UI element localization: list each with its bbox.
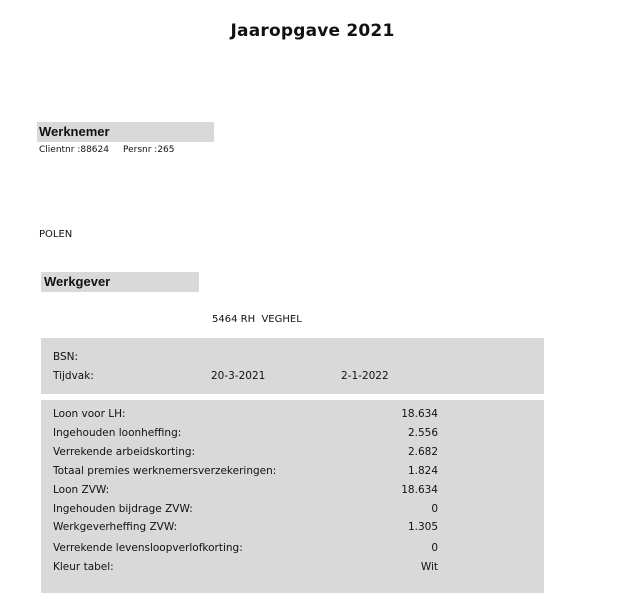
employee-country: POLEN [39, 229, 73, 240]
document-title: Jaaropgave 2021 [230, 21, 395, 41]
totals-row-value: Wit [420, 561, 438, 573]
totals-panel [41, 400, 544, 593]
employee-identifiers [39, 145, 175, 155]
totals-row [53, 446, 438, 462]
totals-row [53, 427, 438, 443]
period-end-date: 2-1-2022 [341, 370, 389, 382]
totals-row-value: 0 [431, 542, 438, 554]
totals-row-value: 18.634 [401, 484, 438, 496]
period-panel [41, 338, 544, 394]
totals-row-value: 2.682 [407, 446, 438, 458]
period-label: Tijdvak: [53, 370, 94, 382]
totals-row-label: Loon ZVW: [53, 484, 110, 496]
totals-row-label: Ingehouden bijdrage ZVW: [53, 503, 193, 515]
employer-section-header: Werkgever [41, 272, 199, 292]
totals-row [53, 503, 438, 519]
period-start-date: 20-3-2021 [211, 370, 266, 382]
bsn-label: BSN: [53, 351, 79, 363]
totals-row-value: 0 [431, 503, 438, 515]
totals-row-value: 1.305 [407, 521, 438, 533]
totals-row-value: 2.556 [407, 427, 438, 439]
totals-row [53, 408, 438, 424]
employer-address: 5464 RH VEGHEL [212, 314, 302, 325]
person-number: Persnr :265 [122, 145, 175, 155]
totals-row [53, 542, 438, 558]
totals-row [53, 465, 438, 481]
totals-row [53, 521, 438, 537]
totals-row [53, 484, 438, 500]
totals-row-label: Kleur tabel: [53, 561, 114, 573]
employee-section-header: Werknemer [37, 122, 214, 142]
totals-row-value: 18.634 [401, 408, 438, 420]
totals-row-label: Loon voor LH: [53, 408, 126, 420]
client-number: Clientnr :88624 [39, 145, 109, 155]
totals-row [53, 561, 438, 577]
totals-row-label: Verrekende levensloopverlofkorting: [53, 542, 243, 554]
totals-row-value: 1.824 [407, 465, 438, 477]
totals-row-label: Ingehouden loonheffing: [53, 427, 182, 439]
totals-row-label: Totaal premies werknemersverzekeringen: [53, 465, 277, 477]
totals-row-label: Verrekende arbeidskorting: [53, 446, 196, 458]
totals-row-label: Werkgeverheffing ZVW: [53, 521, 178, 533]
